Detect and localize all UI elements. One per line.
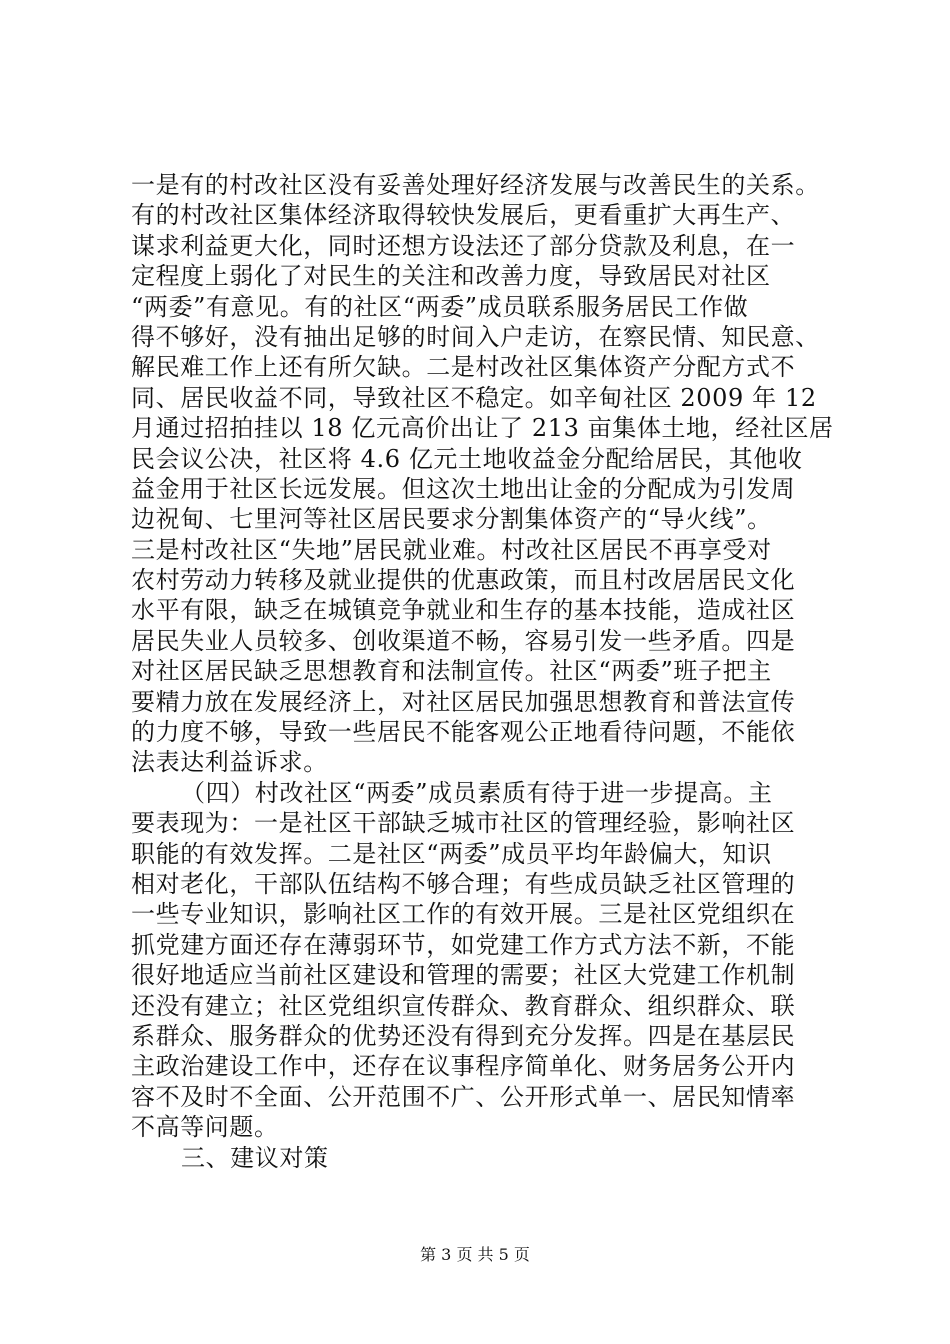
text-line: “两委”有意见。有的社区“两委”成员联系服务居民工作做 <box>131 292 749 321</box>
text-line: 抓党建方面还存在薄弱环节，如党建工作方式方法不新，不能 <box>131 930 796 959</box>
text-line: 职能的有效发挥。二是社区“两委”成员平均年龄偏大，知识 <box>131 839 772 868</box>
paragraph-2 <box>131 778 851 1143</box>
section-heading: 三、建议对策 <box>181 1143 329 1172</box>
text-line: 还没有建立；社区党组织宣传群众、教育群众、组织群众、联 <box>131 991 796 1020</box>
text-line: 很好地适应当前社区建设和管理的需要；社区大党建工作机制 <box>131 961 796 990</box>
text-line: 一些专业知识，影响社区工作的有效开展。三是社区党组织在 <box>131 900 796 929</box>
text-line: 三是村改社区“失地”居民就业难。村改社区居民不再享受对 <box>131 535 772 564</box>
text-line: 月通过招拍挂以 18 亿元高价出让了 213 亩集体土地，经社区居 <box>131 414 834 443</box>
text-line: 的力度不够，导致一些居民不能客观公正地看待问题，不能依 <box>131 718 796 747</box>
text-line: 一是有的村改社区没有妥善处理好经济发展与改善民生的关系。 <box>131 171 820 199</box>
text-line: 定程度上弱化了对民生的关注和改善力度，导致居民对社区 <box>131 262 771 291</box>
text-line: 同、居民收益不同，导致社区不稳定。如辛甸社区 2009 年 12 <box>131 383 817 412</box>
text-line: 要表现为：一是社区干部缺乏城市社区的管理经验，影响社区 <box>131 809 796 838</box>
text-line: 容不及时不全面、公开范围不广、公开形式单一、居民知情率 <box>131 1082 796 1111</box>
text-line: 得不够好，没有抽出足够的时间入户走访，在察民情、知民意、 <box>131 322 820 351</box>
text-line: 民会议公决，社区将 4.6 亿元土地收益金分配给居民，其他收 <box>131 444 803 473</box>
paragraph-1 <box>131 170 851 778</box>
text-line: 有的村改社区集体经济取得较快发展后，更看重扩大再生产、 <box>131 201 796 230</box>
text-line: 系群众、服务群众的优势还没有得到充分发挥。四是在基层民 <box>131 1021 796 1050</box>
text-line: 水平有限，缺乏在城镇竞争就业和生存的基本技能，造成社区 <box>131 596 796 625</box>
text-line: 对社区居民缺乏思想教育和法制宣传。社区“两委”班子把主 <box>131 657 772 686</box>
page-number-footer: 第 3 页 共 5 页 <box>420 1245 530 1264</box>
text-line: 边祝甸、七里河等社区居民要求分割集体资产的“导火线”。 <box>131 505 772 534</box>
text-line: 居民失业人员较多、创收渠道不畅，容易引发一些矛盾。四是 <box>131 626 796 655</box>
text-line: 相对老化，干部队伍结构不够合理；有些成员缺乏社区管理的 <box>131 869 796 898</box>
text-line: （四）村改社区“两委”成员素质有待于进一步提高。主 <box>181 778 773 807</box>
text-line: 农村劳动力转移及就业提供的优惠政策，而且村改居居民文化 <box>131 566 796 595</box>
text-line: 不高等问题。 <box>131 1113 279 1142</box>
text-line: 解民难工作上还有所欠缺。二是村改社区集体资产分配方式不 <box>131 353 796 382</box>
text-line: 谋求利益更大化，同时还想方设法还了部分贷款及利息，在一 <box>131 231 796 260</box>
document-body <box>131 170 851 1173</box>
text-line: 益金用于社区长远发展。但这次土地出让金的分配成为引发周 <box>131 474 796 503</box>
text-line: 要精力放在发展经济上，对社区居民加强思想教育和普法宣传 <box>131 687 796 716</box>
text-line: 法表达利益诉求。 <box>131 748 328 777</box>
text-line: 主政治建设工作中，还存在议事程序简单化、财务居务公开内 <box>131 1052 796 1081</box>
